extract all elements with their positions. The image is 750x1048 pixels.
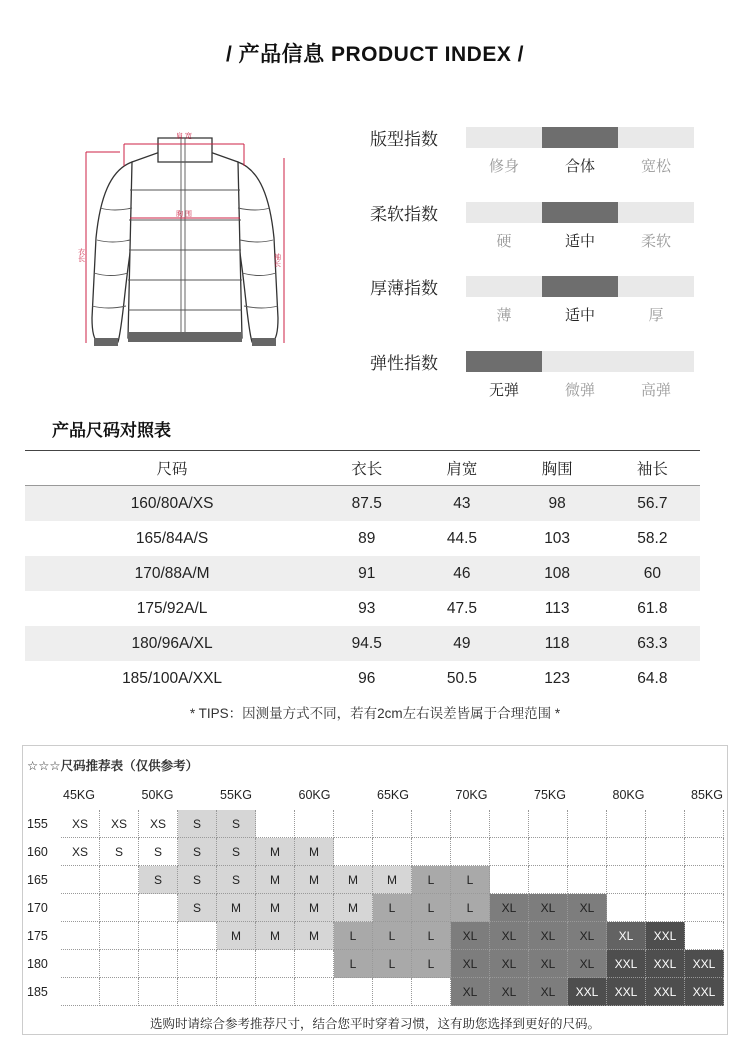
index-option: 无弹 [488, 382, 519, 399]
size-cell: XL [451, 922, 490, 950]
size-cell: XL [529, 950, 568, 978]
recommendation-footer: 选购时请综合参考推荐尺寸，结合您平时穿着习惯，这有助您选择到更好的尺码。 [149, 1017, 600, 1031]
size-cell [373, 838, 412, 866]
table-cell: 58.2 [637, 529, 668, 547]
index-option: 薄 [496, 307, 512, 324]
index-bar [466, 127, 694, 148]
height-label: 165 [27, 873, 48, 887]
size-cell: XS [61, 810, 100, 838]
size-cell [529, 866, 568, 894]
jacket-diagram [77, 128, 290, 358]
size-cell [61, 894, 100, 922]
size-cell: XS [61, 838, 100, 866]
index-segment [618, 351, 694, 372]
table-cell: 43 [414, 486, 509, 522]
size-cell [217, 950, 256, 978]
table-cell: 98 [510, 486, 605, 522]
size-cell [334, 978, 373, 1006]
size-cell: XXL [607, 950, 646, 978]
size-cell: M [295, 838, 334, 866]
index-segment [466, 127, 542, 148]
table-cell: 47.5 [446, 599, 478, 617]
size-recommendation-chart [22, 745, 728, 1035]
size-column-header: 袖长 [605, 451, 700, 486]
index-segment [618, 276, 694, 297]
index-segment [618, 202, 694, 223]
size-column-header: 肩宽 [414, 451, 509, 486]
size-cell [139, 978, 178, 1006]
size-cell: XL [568, 894, 607, 922]
index-segment [466, 276, 542, 297]
size-cell: XS [100, 810, 139, 838]
sleeve-label: 袖长 [273, 253, 281, 267]
size-cell [178, 922, 217, 950]
size-cell: M [256, 894, 295, 922]
index-option: 高弹 [640, 382, 671, 399]
table-cell: 118 [510, 626, 605, 661]
index-segment [618, 127, 694, 148]
size-cell [529, 810, 568, 838]
length-label: 衣长 [77, 248, 85, 262]
height-label: 155 [27, 817, 48, 831]
size-cell: M [256, 838, 295, 866]
size-cell [139, 894, 178, 922]
index-segment-selected [466, 351, 542, 372]
size-cell [61, 978, 100, 1006]
weight-header: 55KG [220, 788, 252, 802]
table-cell: 60 [605, 556, 700, 591]
table-row [25, 626, 700, 661]
size-cell: L [412, 894, 451, 922]
size-cell: L [451, 894, 490, 922]
index-option: 柔软 [640, 233, 671, 250]
size-table-title: 产品尺码对照表 [52, 421, 171, 440]
size-cell: M [373, 866, 412, 894]
size-cell [256, 950, 295, 978]
size-cell: L [373, 922, 412, 950]
size-cell [685, 810, 724, 838]
size-cell [373, 810, 412, 838]
size-cell [685, 894, 724, 922]
index-row [370, 274, 700, 334]
index-label: 弹性指数 [370, 354, 438, 373]
weight-header: 65KG [377, 788, 409, 802]
size-cell [178, 978, 217, 1006]
index-segment-selected [542, 202, 618, 223]
table-cell: 87.5 [319, 486, 414, 522]
table-row [25, 556, 700, 591]
table-cell: 108 [510, 556, 605, 591]
size-cell: XL [451, 950, 490, 978]
table-cell: 160/80A/XS [25, 486, 319, 522]
size-cell: S [178, 810, 217, 838]
size-cell: M [295, 922, 334, 950]
table-row [25, 591, 700, 626]
size-cell [100, 950, 139, 978]
size-cell: XXL [685, 978, 724, 1006]
size-cell [646, 894, 685, 922]
table-cell: 64.8 [637, 669, 668, 687]
size-cell: S [100, 838, 139, 866]
size-cell: XL [568, 922, 607, 950]
size-cell: S [217, 866, 256, 894]
index-bar [466, 276, 694, 297]
size-cell: XL [529, 922, 568, 950]
index-row [370, 125, 700, 185]
size-cell [61, 922, 100, 950]
size-cell: L [412, 922, 451, 950]
size-cell [412, 838, 451, 866]
size-cell: M [295, 894, 334, 922]
weight-header: 80KG [612, 788, 645, 802]
table-row [25, 521, 700, 556]
size-cell [100, 866, 139, 894]
size-cell: L [334, 922, 373, 950]
index-bar [466, 351, 694, 372]
size-cell [373, 978, 412, 1006]
index-option: 修身 [488, 158, 519, 175]
table-cell: 96 [358, 669, 376, 687]
weight-header: 50KG [141, 788, 174, 802]
size-cell [568, 810, 607, 838]
size-cell: M [256, 922, 295, 950]
weight-header: 70KG [455, 788, 488, 802]
size-cell [451, 810, 490, 838]
index-row [370, 200, 700, 260]
size-cell: M [256, 866, 295, 894]
size-cell [607, 894, 646, 922]
weight-header: 45KG [63, 788, 95, 802]
table-cell: 93 [358, 599, 376, 617]
index-bar [466, 202, 694, 223]
size-cell: L [373, 950, 412, 978]
shoulder-label: 肩 宽 [176, 133, 192, 140]
index-option: 厚 [648, 307, 664, 324]
table-cell: 103 [544, 529, 571, 547]
size-cell: M [217, 894, 256, 922]
size-cell [334, 838, 373, 866]
size-cell: S [178, 894, 217, 922]
size-cell [685, 922, 724, 950]
size-cell [139, 950, 178, 978]
size-cell: XL [490, 922, 529, 950]
size-cell [256, 810, 295, 838]
size-cell [178, 950, 217, 978]
height-label: 170 [27, 901, 48, 915]
size-cell: L [334, 950, 373, 978]
size-cell [646, 866, 685, 894]
table-cell: 49 [414, 626, 509, 661]
chest-label: 胸 围 [176, 211, 192, 218]
size-cell [100, 894, 139, 922]
size-cell: XXL [685, 950, 724, 978]
size-cell: XL [490, 978, 529, 1006]
index-label: 厚薄指数 [370, 279, 438, 298]
size-cell: M [334, 894, 373, 922]
size-cell [61, 950, 100, 978]
size-cell [529, 838, 568, 866]
index-option: 合体 [564, 158, 595, 175]
size-cell [685, 866, 724, 894]
size-cell: L [373, 894, 412, 922]
index-option: 宽松 [640, 158, 671, 175]
table-cell: 94.5 [319, 626, 414, 661]
size-cell: L [451, 866, 490, 894]
size-table-header [25, 451, 700, 486]
weight-header: 85KG [691, 788, 723, 802]
size-cell: XL [490, 950, 529, 978]
table-cell: 175/92A/L [136, 599, 208, 617]
size-cell: XS [139, 810, 178, 838]
table-cell: 113 [544, 599, 570, 617]
height-label: 185 [27, 985, 48, 999]
table-row [25, 486, 700, 522]
size-cell [607, 838, 646, 866]
size-cell: S [139, 866, 178, 894]
size-cell: S [178, 866, 217, 894]
size-cell: XXL [568, 978, 607, 1006]
size-cell: S [217, 838, 256, 866]
table-cell: 180/96A/XL [25, 626, 319, 661]
size-cell [490, 838, 529, 866]
size-cell [295, 950, 334, 978]
index-option: 硬 [496, 233, 512, 250]
weight-header: 75KG [534, 788, 566, 802]
size-cell [139, 922, 178, 950]
size-cell: M [334, 866, 373, 894]
size-cell [607, 866, 646, 894]
table-cell: 61.8 [637, 599, 668, 617]
size-cell: XXL [646, 950, 685, 978]
table-cell: 56.7 [605, 486, 700, 522]
size-cell: XL [451, 978, 490, 1006]
table-cell: 89 [358, 529, 376, 547]
size-cell [490, 866, 529, 894]
size-column-header: 胸围 [510, 451, 605, 486]
size-cell [100, 922, 139, 950]
size-cell [490, 810, 529, 838]
table-cell: 170/88A/M [25, 556, 319, 591]
size-cell [100, 978, 139, 1006]
table-cell: 63.3 [605, 626, 700, 661]
index-option: 适中 [564, 307, 595, 324]
size-cell [256, 978, 295, 1006]
size-cell [61, 866, 100, 894]
size-cell: XL [529, 978, 568, 1006]
size-cell [295, 978, 334, 1006]
table-row [25, 661, 700, 696]
size-cell: L [412, 866, 451, 894]
weight-header: 60KG [298, 788, 331, 802]
index-segment-selected [542, 127, 618, 148]
table-cell: 123 [544, 669, 571, 687]
height-label: 180 [27, 957, 48, 971]
size-table [25, 450, 700, 696]
size-cell: XL [529, 894, 568, 922]
index-label: 版型指数 [370, 130, 438, 149]
size-cell [217, 978, 256, 1006]
page-title: / 产品信息 PRODUCT INDEX / [225, 43, 525, 66]
size-cell [607, 810, 646, 838]
tips-text: * TIPS：因测量方式不同，若有2cm左右误差皆属于合理范围 * [189, 706, 561, 721]
size-cell: S [178, 838, 217, 866]
size-cell [568, 838, 607, 866]
size-cell [295, 810, 334, 838]
size-cell [451, 838, 490, 866]
index-label: 柔软指数 [370, 205, 438, 224]
height-label: 160 [27, 845, 48, 859]
height-label: 175 [27, 929, 48, 943]
table-cell: 185/100A/XXL [122, 669, 223, 687]
index-segment-selected [542, 276, 618, 297]
size-cell: M [295, 866, 334, 894]
size-cell: L [412, 950, 451, 978]
table-cell: 44.5 [446, 529, 478, 547]
size-cell [646, 810, 685, 838]
table-cell: 46 [414, 556, 509, 591]
size-column-header: 衣长 [319, 451, 414, 486]
table-cell: 165/84A/S [135, 529, 209, 547]
size-cell: XL [607, 922, 646, 950]
size-cell: XXL [607, 978, 646, 1006]
size-cell [412, 978, 451, 1006]
size-cell: XXL [646, 922, 685, 950]
size-cell [685, 838, 724, 866]
size-cell: XXL [646, 978, 685, 1006]
size-cell [334, 810, 373, 838]
size-cell: XL [568, 950, 607, 978]
index-option: 微弹 [564, 382, 595, 399]
table-cell: 50.5 [446, 669, 478, 687]
size-cell [646, 838, 685, 866]
index-segment [542, 351, 618, 372]
recommendation-title: ☆☆☆尺码推荐表（仅供参考） [27, 759, 199, 773]
index-option: 适中 [564, 233, 595, 250]
table-cell: 91 [319, 556, 414, 591]
size-cell: S [217, 810, 256, 838]
size-cell: XL [490, 894, 529, 922]
size-cell: M [217, 922, 256, 950]
size-cell [412, 810, 451, 838]
size-column-header: 尺码 [25, 451, 319, 486]
index-row [370, 349, 700, 409]
size-cell [568, 866, 607, 894]
index-segment [466, 202, 542, 223]
size-cell: S [139, 838, 178, 866]
